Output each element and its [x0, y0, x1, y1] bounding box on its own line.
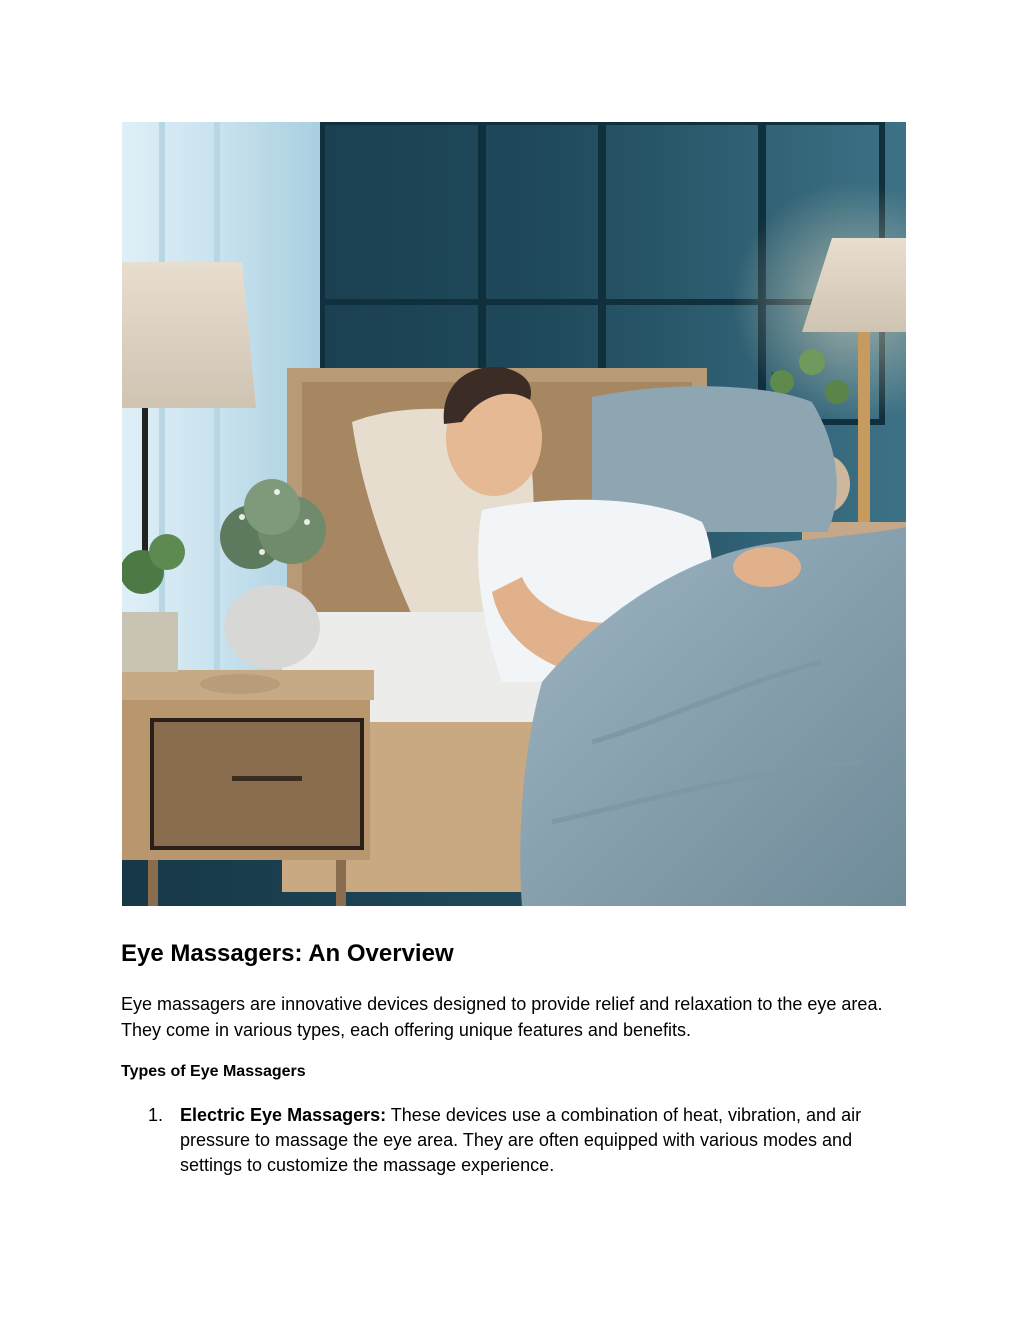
types-list	[148, 1103, 908, 1178]
page-heading: Eye Massagers: An Overview	[121, 940, 454, 967]
bedroom-photo-icon	[122, 122, 906, 906]
list-item	[148, 1103, 908, 1178]
intro-line: They come in various types, each offering unique features and benefits.	[121, 1020, 692, 1040]
list-item-text	[180, 1103, 908, 1178]
list-item-term: Electric Eye Massagers:	[180, 1105, 387, 1125]
intro-line: Eye massagers are innovative devices designed to provide relief and relaxation to the eye area.	[121, 994, 883, 1014]
list-item-desc: These devices use a combination of heat, vibration, and air	[386, 1105, 862, 1125]
list-item-line	[180, 1103, 908, 1128]
list-number: 1.	[148, 1105, 164, 1125]
list-item-line: pressure to massage the eye area. They are often equipped with various modes and	[180, 1130, 853, 1150]
hero-image	[122, 122, 906, 906]
section-subheading: Types of Eye Massagers	[121, 1063, 306, 1080]
list-item-line: settings to customize the massage experience.	[180, 1155, 555, 1175]
intro-paragraph	[121, 991, 921, 1043]
